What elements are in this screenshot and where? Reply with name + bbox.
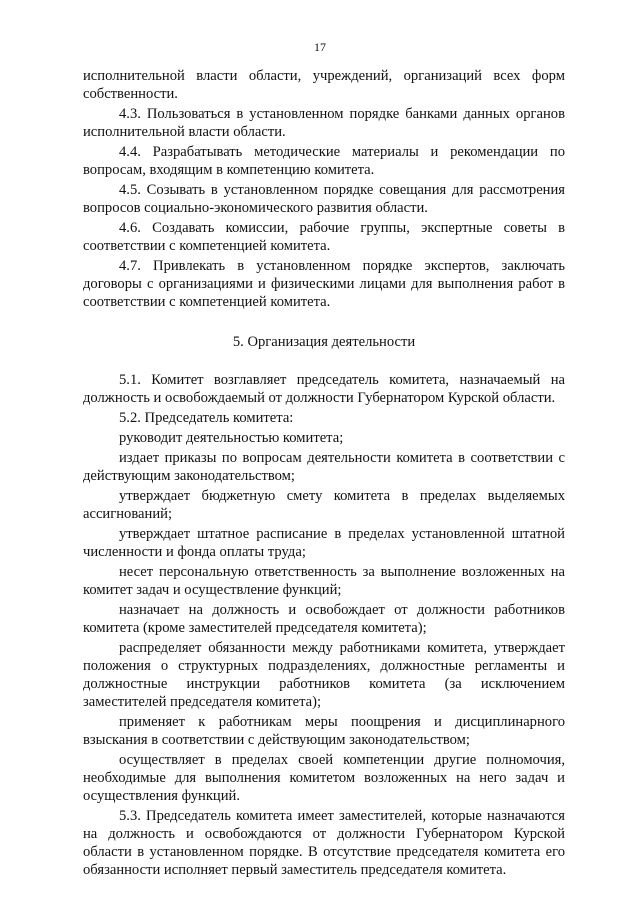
list-item: несет персональную ответственность за выполнение возложенных на комитет задач и осуществление функций;: [83, 564, 565, 598]
paragraph: 4.3. Пользоваться в установленном порядке банками данных органов исполнительной власти области.: [83, 106, 565, 140]
paragraph: 4.4. Разрабатывать методические материалы и рекомендации по вопросам, входящим в компетенцию комитета.: [83, 144, 565, 178]
paragraph: исполнительной власти области, учреждений, организаций всех форм собственности.: [83, 68, 565, 102]
page-number: 17: [314, 40, 326, 54]
paragraph: 4.5. Созывать в установленном порядке совещания для рассмотрения вопросов социально-экономического развития области.: [83, 182, 565, 216]
list-item: применяет к работникам меры поощрения и дисциплинарного взыскания в соответствии с действующим законодательством;: [83, 714, 565, 748]
list-item: назначает на должность и освобождает от должности работников комитета (кроме заместителей председателя комитета);: [83, 602, 565, 636]
list-item: утверждает штатное расписание в пределах установленной штатной численности и фонда оплаты труда;: [83, 526, 565, 560]
list-item: распределяет обязанности между работниками комитета, утверждает положения о структурных подразделениях, должностные регламенты и должностные инструкции работников комитета (за исключением заместителей председателя комитета);: [83, 640, 565, 710]
paragraph: 5.2. Председатель комитета:: [119, 410, 294, 426]
document-body: [83, 67, 565, 879]
paragraph: 4.6. Создавать комиссии, рабочие группы, экспертные советы в соответствии с компетенцией комитета.: [83, 220, 565, 254]
list-item: руководит деятельностью комитета;: [119, 430, 344, 446]
paragraph: 4.7. Привлекать в установленном порядке экспертов, заключать договоры с организациями и физическими лицами для выполнения работ в соответствии с компетенцией комитета.: [83, 258, 565, 310]
section-heading: 5. Организация деятельности: [232, 334, 416, 350]
list-item: утверждает бюджетную смету комитета в пределах выделяемых ассигнований;: [83, 488, 565, 522]
paragraph: 5.1. Комитет возглавляет председатель комитета, назначаемый на должность и освобождаемый от должности Губернатором Курской области.: [83, 372, 565, 406]
paragraph: 5.3. Председатель комитета имеет заместителей, которые назначаются на должность и освобождаются от должности Губернатором Курской области в установленном порядке. В отсутствие председателя комитета его обязанности исполняет первый заместитель председателя комитета.: [83, 808, 565, 878]
list-item: издает приказы по вопросам деятельности комитета в соответствии с действующим законодательством;: [83, 450, 565, 484]
list-item: осуществляет в пределах своей компетенции другие полномочия, необходимые для выполнения комитетом возложенных на него задач и осуществления функций.: [83, 752, 565, 804]
